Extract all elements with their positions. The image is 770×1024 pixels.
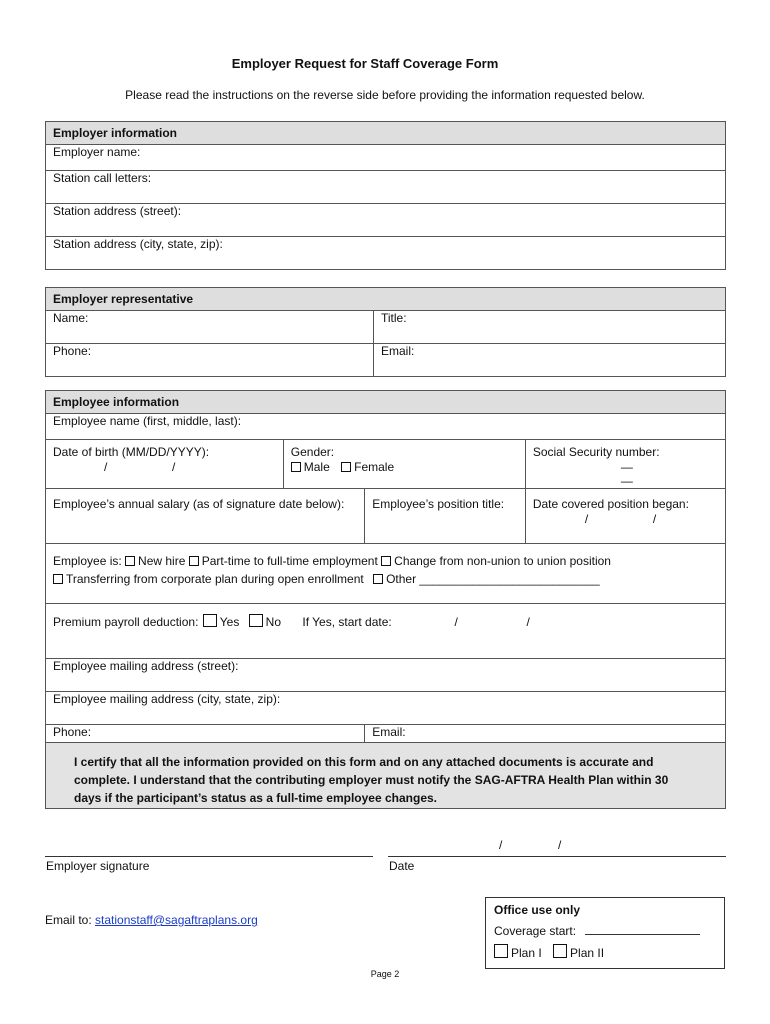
nonunion-to-union-checkbox[interactable] bbox=[381, 556, 391, 566]
female-checkbox[interactable] bbox=[341, 462, 351, 472]
email-link[interactable]: stationstaff@sagaftraplans.org bbox=[95, 913, 258, 927]
rep-email-field[interactable]: Email: bbox=[374, 344, 726, 377]
transferring-checkbox[interactable] bbox=[53, 574, 63, 584]
other-label: Other bbox=[386, 572, 417, 586]
date-began-label: Date covered position began: bbox=[532, 497, 689, 511]
plan2-checkbox[interactable] bbox=[553, 944, 567, 958]
ssn-dash-2: — bbox=[620, 474, 633, 488]
start-date-label: If Yes, start date: bbox=[302, 615, 392, 629]
plan1-label: Plan I bbox=[511, 946, 542, 960]
employee-email-field[interactable]: Email: bbox=[365, 725, 726, 758]
ssn-label: Social Security number: bbox=[532, 445, 660, 459]
rep-phone-field[interactable]: Phone: bbox=[46, 344, 374, 377]
dob-slash-2: / bbox=[172, 460, 176, 474]
employee-status-field bbox=[46, 544, 726, 604]
male-checkbox[interactable] bbox=[291, 462, 301, 472]
premium-yes-label: Yes bbox=[219, 615, 240, 629]
representative-header: Employer representative bbox=[46, 288, 726, 311]
rep-name-field[interactable]: Name: bbox=[46, 311, 374, 344]
began-slash-1: / bbox=[584, 512, 589, 526]
plan2-label: Plan II bbox=[570, 946, 605, 960]
form-title: Employer Request for Staff Coverage Form bbox=[231, 56, 499, 71]
instructions-text: Please read the instructions on the reverse side before providing the information requested below. bbox=[125, 88, 645, 102]
date-label: Date bbox=[389, 859, 415, 873]
date-began-field[interactable] bbox=[525, 489, 725, 544]
male-label: Male bbox=[303, 460, 330, 474]
ssn-dash-1: — bbox=[620, 460, 633, 474]
coverage-start-label: Coverage start: bbox=[494, 924, 577, 938]
began-slash-2: / bbox=[652, 512, 657, 526]
transferring-label: Transferring from corporate plan during open enrollment bbox=[66, 572, 364, 586]
part-to-full-checkbox[interactable] bbox=[189, 556, 199, 566]
email-to bbox=[45, 913, 258, 927]
premium-deduction-field bbox=[46, 604, 726, 659]
start-slash-1: / bbox=[454, 615, 458, 629]
female-label: Female bbox=[354, 460, 395, 474]
employee-info-header: Employee information bbox=[46, 391, 726, 414]
email-to-label: Email to: bbox=[45, 913, 92, 927]
employee-info-section bbox=[45, 390, 726, 758]
new-hire-checkbox[interactable] bbox=[125, 556, 135, 566]
date-slash-2: / bbox=[558, 838, 562, 852]
station-call-letters-field[interactable]: Station call letters: bbox=[46, 171, 726, 204]
certification-box: I certify that all the information provided on this form and on any attached documents is accurate and complete. I understand that the contributing employer must notify the SAG-AFTRA Health Plan within 30 days if the participant’s status as a full-time employee changes. bbox=[45, 742, 726, 809]
premium-yes-checkbox[interactable] bbox=[203, 614, 217, 627]
employee-phone-field[interactable]: Phone: bbox=[46, 725, 365, 758]
station-address-street-field[interactable]: Station address (street): bbox=[46, 204, 726, 237]
rep-title-field[interactable]: Title: bbox=[374, 311, 726, 344]
office-use-box bbox=[485, 897, 725, 969]
employer-signature-label: Employer signature bbox=[46, 859, 150, 873]
start-slash-2: / bbox=[526, 615, 530, 629]
dob-slash-1: / bbox=[104, 460, 108, 474]
employer-info-header: Employer information bbox=[46, 122, 726, 145]
new-hire-label: New hire bbox=[138, 554, 186, 568]
mailing-city-field[interactable]: Employee mailing address (city, state, zip): bbox=[46, 692, 726, 725]
part-to-full-label: Part-time to full-time employment bbox=[201, 554, 378, 568]
station-address-city-field[interactable]: Station address (city, state, zip): bbox=[46, 237, 726, 270]
date-slash-1: / bbox=[499, 838, 503, 852]
employer-signature-line[interactable] bbox=[45, 856, 373, 857]
employee-name-field[interactable]: Employee name (first, middle, last): bbox=[46, 414, 726, 440]
plan1-checkbox[interactable] bbox=[494, 944, 508, 958]
other-input-line[interactable]: ___________________________ bbox=[419, 572, 600, 586]
representative-section bbox=[45, 287, 726, 377]
employer-name-field[interactable]: Employer name: bbox=[46, 145, 726, 171]
gender-label: Gender: bbox=[290, 445, 335, 459]
premium-no-label: No bbox=[265, 615, 282, 629]
status-label: Employee is: bbox=[53, 554, 122, 568]
gender-field bbox=[283, 440, 525, 489]
employer-info-section bbox=[45, 121, 726, 270]
coverage-start-line[interactable] bbox=[585, 924, 700, 935]
ssn-field[interactable] bbox=[525, 440, 725, 489]
nonunion-to-union-label: Change from non-union to union position bbox=[394, 554, 611, 568]
position-title-field[interactable]: Employee’s position title: bbox=[365, 489, 526, 544]
salary-field[interactable]: Employee’s annual salary (as of signature date below): bbox=[46, 489, 365, 544]
office-use-header: Office use only bbox=[494, 903, 581, 917]
mailing-street-field[interactable]: Employee mailing address (street): bbox=[46, 659, 726, 692]
dob-field[interactable] bbox=[46, 440, 284, 489]
dob-label: Date of birth (MM/DD/YYYY): bbox=[53, 445, 210, 459]
other-checkbox[interactable] bbox=[373, 574, 383, 584]
premium-no-checkbox[interactable] bbox=[249, 614, 263, 627]
page-number: Page 2 bbox=[370, 969, 400, 979]
date-line[interactable] bbox=[388, 856, 726, 857]
premium-label: Premium payroll deduction: bbox=[53, 615, 199, 629]
